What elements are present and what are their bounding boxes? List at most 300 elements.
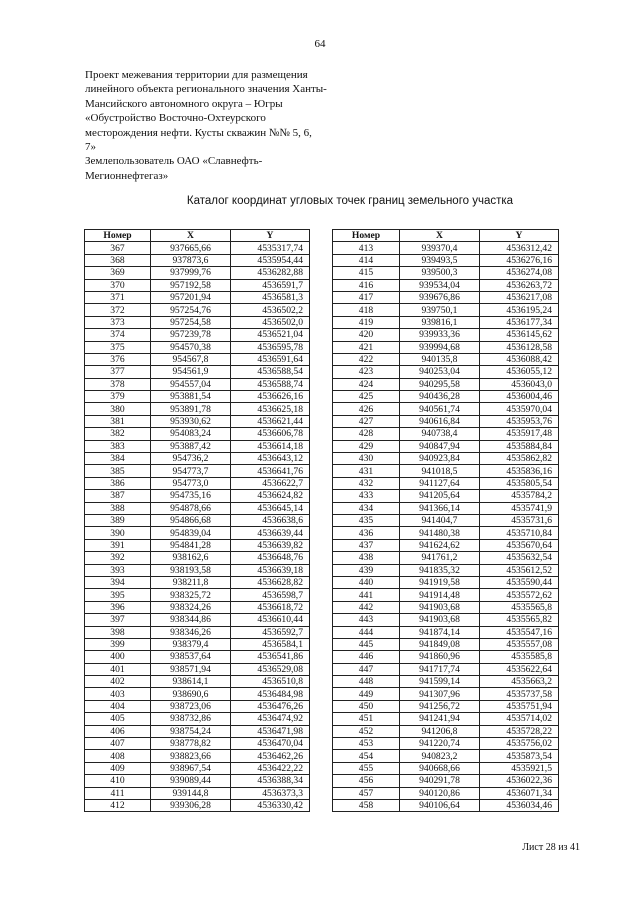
x-coordinate-cell: 953930,62	[151, 415, 231, 427]
y-coordinate-cell: 4536639,82	[231, 539, 310, 551]
column-header-x: X	[400, 230, 480, 242]
table-row	[85, 725, 310, 737]
table-row	[333, 738, 559, 750]
y-coordinate-cell: 4535632,54	[480, 552, 559, 564]
x-coordinate-cell: 957239,78	[151, 329, 231, 341]
point-number-cell: 457	[333, 787, 400, 799]
x-coordinate-cell: 954839,04	[151, 527, 231, 539]
table-row	[85, 775, 310, 787]
table-row	[85, 453, 310, 465]
y-coordinate-cell: 4535622,64	[480, 663, 559, 675]
x-coordinate-cell: 940135,8	[400, 353, 480, 365]
point-number-cell: 437	[333, 539, 400, 551]
table-row	[333, 787, 559, 799]
x-coordinate-cell: 939306,28	[151, 799, 231, 811]
x-coordinate-cell: 938754,24	[151, 725, 231, 737]
point-number-cell: 444	[333, 626, 400, 638]
y-coordinate-cell: 4535663,2	[480, 676, 559, 688]
y-coordinate-cell: 4535714,02	[480, 713, 559, 725]
table-body-left	[85, 242, 310, 812]
point-number-cell: 394	[85, 576, 151, 588]
page-number: 64	[314, 38, 326, 50]
y-coordinate-cell: 4535590,44	[480, 576, 559, 588]
point-number-cell: 442	[333, 601, 400, 613]
y-coordinate-cell: 4536639,18	[231, 564, 310, 576]
table-row	[333, 799, 559, 811]
y-coordinate-cell: 4536621,44	[231, 415, 310, 427]
y-coordinate-cell: 4536470,04	[231, 738, 310, 750]
point-number-cell: 453	[333, 738, 400, 750]
point-number-cell: 377	[85, 366, 151, 378]
point-number-cell: 405	[85, 713, 151, 725]
x-coordinate-cell: 954773,0	[151, 477, 231, 489]
y-coordinate-cell: 4536626,16	[231, 391, 310, 403]
x-coordinate-cell: 941903,68	[400, 614, 480, 626]
point-number-cell: 443	[333, 614, 400, 626]
header-line: месторождения нефти. Кусты скважин №№ 5, 6,	[85, 126, 312, 139]
point-number-cell: 375	[85, 341, 151, 353]
point-number-cell: 433	[333, 490, 400, 502]
point-number-cell: 425	[333, 391, 400, 403]
point-number-cell: 408	[85, 750, 151, 762]
table-row	[333, 329, 559, 341]
point-number-cell: 384	[85, 453, 151, 465]
point-number-cell: 385	[85, 465, 151, 477]
y-coordinate-cell: 4536177,34	[480, 316, 559, 328]
y-coordinate-cell: 4536502,2	[231, 304, 310, 316]
point-number-cell: 432	[333, 477, 400, 489]
y-coordinate-cell: 4536476,26	[231, 700, 310, 712]
x-coordinate-cell: 938379,4	[151, 638, 231, 650]
y-coordinate-cell: 4536622,7	[231, 477, 310, 489]
y-coordinate-cell: 4536312,42	[480, 242, 559, 254]
point-number-cell: 373	[85, 316, 151, 328]
table-row	[85, 576, 310, 588]
x-coordinate-cell: 938162,6	[151, 552, 231, 564]
point-number-cell: 429	[333, 440, 400, 452]
y-coordinate-cell: 4535756,02	[480, 738, 559, 750]
point-number-cell: 404	[85, 700, 151, 712]
table-row	[85, 688, 310, 700]
x-coordinate-cell: 954570,38	[151, 341, 231, 353]
point-number-cell: 446	[333, 651, 400, 663]
point-number-cell: 449	[333, 688, 400, 700]
table-row	[333, 576, 559, 588]
x-coordinate-cell: 941206,8	[400, 725, 480, 737]
point-number-cell: 389	[85, 514, 151, 526]
table-row	[333, 527, 559, 539]
point-number-cell: 403	[85, 688, 151, 700]
table-row	[333, 688, 559, 700]
table-row	[85, 514, 310, 526]
y-coordinate-cell: 4535565,8	[480, 601, 559, 613]
table-header-row	[333, 230, 559, 242]
point-number-cell: 392	[85, 552, 151, 564]
table-row	[85, 378, 310, 390]
table-row	[333, 552, 559, 564]
y-coordinate-cell: 4536592,7	[231, 626, 310, 638]
x-coordinate-cell: 938732,86	[151, 713, 231, 725]
table-row	[85, 415, 310, 427]
y-coordinate-cell: 4536022,36	[480, 775, 559, 787]
column-header-number: Номер	[333, 230, 400, 242]
y-coordinate-cell: 4535836,16	[480, 465, 559, 477]
x-coordinate-cell: 941220,74	[400, 738, 480, 750]
table-header-row	[85, 230, 310, 242]
table-row	[333, 453, 559, 465]
y-coordinate-cell: 4535784,2	[480, 490, 559, 502]
x-coordinate-cell: 940120,86	[400, 787, 480, 799]
table-row	[85, 279, 310, 291]
table-row	[333, 626, 559, 638]
table-row	[85, 291, 310, 303]
x-coordinate-cell: 941480,38	[400, 527, 480, 539]
point-number-cell: 406	[85, 725, 151, 737]
column-header-y: Y	[231, 230, 310, 242]
x-coordinate-cell: 957254,58	[151, 316, 231, 328]
y-coordinate-cell: 4535741,9	[480, 502, 559, 514]
y-coordinate-cell: 4536614,18	[231, 440, 310, 452]
y-coordinate-cell: 4536462,26	[231, 750, 310, 762]
point-number-cell: 376	[85, 353, 151, 365]
x-coordinate-cell: 938211,8	[151, 576, 231, 588]
y-coordinate-cell: 4535728,22	[480, 725, 559, 737]
y-coordinate-cell: 4536521,04	[231, 329, 310, 341]
x-coordinate-cell: 954866,68	[151, 514, 231, 526]
table-row	[85, 242, 310, 254]
table-row	[333, 638, 559, 650]
y-coordinate-cell: 4535970,04	[480, 403, 559, 415]
y-coordinate-cell: 4536584,1	[231, 638, 310, 650]
y-coordinate-cell: 4535317,74	[231, 242, 310, 254]
point-number-cell: 372	[85, 304, 151, 316]
y-coordinate-cell: 4536645,14	[231, 502, 310, 514]
point-number-cell: 416	[333, 279, 400, 291]
point-number-cell: 419	[333, 316, 400, 328]
table-row	[85, 267, 310, 279]
y-coordinate-cell: 4536055,12	[480, 366, 559, 378]
x-coordinate-cell: 938537,64	[151, 651, 231, 663]
table-row	[333, 254, 559, 266]
y-coordinate-cell: 4536598,7	[231, 589, 310, 601]
x-coordinate-cell: 954567,8	[151, 353, 231, 365]
point-number-cell: 399	[85, 638, 151, 650]
point-number-cell: 454	[333, 750, 400, 762]
column-header-y: Y	[480, 230, 559, 242]
x-coordinate-cell: 941849,08	[400, 638, 480, 650]
x-coordinate-cell: 954561,9	[151, 366, 231, 378]
y-coordinate-cell: 4536610,44	[231, 614, 310, 626]
y-coordinate-cell: 4536624,82	[231, 490, 310, 502]
table-row	[333, 242, 559, 254]
table-row	[333, 589, 559, 601]
table-row	[85, 589, 310, 601]
point-number-cell: 439	[333, 564, 400, 576]
table-row	[85, 552, 310, 564]
table-row	[333, 267, 559, 279]
table-row	[333, 415, 559, 427]
table-row	[333, 601, 559, 613]
point-number-cell: 396	[85, 601, 151, 613]
x-coordinate-cell: 939089,44	[151, 775, 231, 787]
table-row	[333, 762, 559, 774]
table-row	[85, 329, 310, 341]
point-number-cell: 412	[85, 799, 151, 811]
table-row	[333, 366, 559, 378]
table-row	[85, 713, 310, 725]
x-coordinate-cell: 939933,36	[400, 329, 480, 341]
table-row	[85, 539, 310, 551]
x-coordinate-cell: 941256,72	[400, 700, 480, 712]
document-header	[85, 68, 375, 183]
x-coordinate-cell: 941018,5	[400, 465, 480, 477]
point-number-cell: 387	[85, 490, 151, 502]
table-row	[333, 279, 559, 291]
table-row	[85, 440, 310, 452]
point-number-cell: 388	[85, 502, 151, 514]
x-coordinate-cell: 939500,3	[400, 267, 480, 279]
header-line: Мегионнефтегаз»	[85, 169, 169, 182]
y-coordinate-cell: 4535953,76	[480, 415, 559, 427]
x-coordinate-cell: 954083,24	[151, 428, 231, 440]
x-coordinate-cell: 940847,94	[400, 440, 480, 452]
point-number-cell: 435	[333, 514, 400, 526]
x-coordinate-cell: 953891,78	[151, 403, 231, 415]
table-row	[85, 676, 310, 688]
x-coordinate-cell: 954878,66	[151, 502, 231, 514]
table-row	[333, 428, 559, 440]
table-row	[85, 651, 310, 663]
x-coordinate-cell: 939144,8	[151, 787, 231, 799]
coordinates-table-left	[84, 229, 310, 812]
table-row	[333, 725, 559, 737]
y-coordinate-cell: 4536071,34	[480, 787, 559, 799]
x-coordinate-cell: 940295,58	[400, 378, 480, 390]
point-number-cell: 410	[85, 775, 151, 787]
point-number-cell: 368	[85, 254, 151, 266]
point-number-cell: 409	[85, 762, 151, 774]
y-coordinate-cell: 4535710,84	[480, 527, 559, 539]
coordinates-table-right	[332, 229, 559, 812]
y-coordinate-cell: 4536595,78	[231, 341, 310, 353]
point-number-cell: 395	[85, 589, 151, 601]
y-coordinate-cell: 4536422,22	[231, 762, 310, 774]
table-row	[85, 799, 310, 811]
point-number-cell: 383	[85, 440, 151, 452]
table-row	[333, 477, 559, 489]
table-row	[85, 601, 310, 613]
y-coordinate-cell: 4536484,98	[231, 688, 310, 700]
x-coordinate-cell: 937873,6	[151, 254, 231, 266]
x-coordinate-cell: 957192,58	[151, 279, 231, 291]
x-coordinate-cell: 940738,4	[400, 428, 480, 440]
x-coordinate-cell: 941874,14	[400, 626, 480, 638]
x-coordinate-cell: 938344,86	[151, 614, 231, 626]
point-number-cell: 381	[85, 415, 151, 427]
point-number-cell: 402	[85, 676, 151, 688]
x-coordinate-cell: 940923,84	[400, 453, 480, 465]
x-coordinate-cell: 938193,58	[151, 564, 231, 576]
x-coordinate-cell: 941860,96	[400, 651, 480, 663]
y-coordinate-cell: 4535731,6	[480, 514, 559, 526]
point-number-cell: 411	[85, 787, 151, 799]
table-row	[333, 316, 559, 328]
y-coordinate-cell: 4535585,8	[480, 651, 559, 663]
point-number-cell: 417	[333, 291, 400, 303]
column-header-number: Номер	[85, 230, 151, 242]
x-coordinate-cell: 938571,94	[151, 663, 231, 675]
header-line: Мансийского автономного округа – Югры	[85, 97, 283, 110]
x-coordinate-cell: 940436,28	[400, 391, 480, 403]
point-number-cell: 438	[333, 552, 400, 564]
table-row	[333, 663, 559, 675]
table-row	[333, 651, 559, 663]
table-row	[333, 514, 559, 526]
table-row	[333, 539, 559, 551]
point-number-cell: 448	[333, 676, 400, 688]
table-row	[333, 676, 559, 688]
point-number-cell: 379	[85, 391, 151, 403]
point-number-cell: 424	[333, 378, 400, 390]
x-coordinate-cell: 941914,48	[400, 589, 480, 601]
y-coordinate-cell: 4536128,58	[480, 341, 559, 353]
x-coordinate-cell: 938324,26	[151, 601, 231, 613]
table-row	[85, 787, 310, 799]
y-coordinate-cell: 4535884,84	[480, 440, 559, 452]
table-row	[333, 750, 559, 762]
y-coordinate-cell: 4535917,48	[480, 428, 559, 440]
x-coordinate-cell: 941404,7	[400, 514, 480, 526]
table-row	[333, 700, 559, 712]
point-number-cell: 431	[333, 465, 400, 477]
header-line: 7»	[85, 141, 96, 154]
x-coordinate-cell: 940668,66	[400, 762, 480, 774]
x-coordinate-cell: 938778,82	[151, 738, 231, 750]
x-coordinate-cell: 941717,74	[400, 663, 480, 675]
point-number-cell: 374	[85, 329, 151, 341]
y-coordinate-cell: 4535873,54	[480, 750, 559, 762]
point-number-cell: 369	[85, 267, 151, 279]
point-number-cell: 400	[85, 651, 151, 663]
x-coordinate-cell: 941205,64	[400, 490, 480, 502]
y-coordinate-cell: 4536263,72	[480, 279, 559, 291]
x-coordinate-cell: 937999,76	[151, 267, 231, 279]
column-header-x: X	[151, 230, 231, 242]
point-number-cell: 380	[85, 403, 151, 415]
y-coordinate-cell: 4535921,5	[480, 762, 559, 774]
x-coordinate-cell: 940106,64	[400, 799, 480, 811]
x-coordinate-cell: 954841,28	[151, 539, 231, 551]
point-number-cell: 390	[85, 527, 151, 539]
y-coordinate-cell: 4536639,44	[231, 527, 310, 539]
y-coordinate-cell: 4536388,34	[231, 775, 310, 787]
point-number-cell: 423	[333, 366, 400, 378]
point-number-cell: 456	[333, 775, 400, 787]
point-number-cell: 386	[85, 477, 151, 489]
y-coordinate-cell: 4535954,44	[231, 254, 310, 266]
table-row	[85, 527, 310, 539]
x-coordinate-cell: 954735,16	[151, 490, 231, 502]
x-coordinate-cell: 954557,04	[151, 378, 231, 390]
x-coordinate-cell: 938723,06	[151, 700, 231, 712]
x-coordinate-cell: 941366,14	[400, 502, 480, 514]
table-row	[333, 403, 559, 415]
y-coordinate-cell: 4536625,18	[231, 403, 310, 415]
y-coordinate-cell: 4536591,7	[231, 279, 310, 291]
header-line: Проект межевания территории для размещения	[85, 69, 308, 81]
x-coordinate-cell: 939370,4	[400, 242, 480, 254]
x-coordinate-cell: 941241,94	[400, 713, 480, 725]
point-number-cell: 441	[333, 589, 400, 601]
header-line: Землепользователь ОАО «Славнефть-	[85, 155, 263, 168]
point-number-cell: 445	[333, 638, 400, 650]
y-coordinate-cell: 4536474,92	[231, 713, 310, 725]
y-coordinate-cell: 4536088,42	[480, 353, 559, 365]
table-row	[85, 626, 310, 638]
y-coordinate-cell: 4536529,08	[231, 663, 310, 675]
x-coordinate-cell: 940561,74	[400, 403, 480, 415]
point-number-cell: 426	[333, 403, 400, 415]
y-coordinate-cell: 4536217,08	[480, 291, 559, 303]
table-row	[85, 353, 310, 365]
point-number-cell: 415	[333, 267, 400, 279]
y-coordinate-cell: 4536043,0	[480, 378, 559, 390]
x-coordinate-cell: 939676,86	[400, 291, 480, 303]
x-coordinate-cell: 939994,68	[400, 341, 480, 353]
x-coordinate-cell: 939534,04	[400, 279, 480, 291]
table-row	[85, 316, 310, 328]
y-coordinate-cell: 4535862,82	[480, 453, 559, 465]
y-coordinate-cell: 4536588,74	[231, 378, 310, 390]
point-number-cell: 428	[333, 428, 400, 440]
y-coordinate-cell: 4536541,86	[231, 651, 310, 663]
point-number-cell: 440	[333, 576, 400, 588]
y-coordinate-cell: 4535565,82	[480, 614, 559, 626]
table-body-right	[333, 242, 559, 812]
x-coordinate-cell: 938614,1	[151, 676, 231, 688]
y-coordinate-cell: 4536638,6	[231, 514, 310, 526]
y-coordinate-cell: 4535547,16	[480, 626, 559, 638]
x-coordinate-cell: 938690,6	[151, 688, 231, 700]
x-coordinate-cell: 941624,62	[400, 539, 480, 551]
table-row	[85, 762, 310, 774]
point-number-cell: 421	[333, 341, 400, 353]
point-number-cell: 458	[333, 799, 400, 811]
table-row	[85, 477, 310, 489]
table-row	[333, 564, 559, 576]
y-coordinate-cell: 4536282,88	[231, 267, 310, 279]
x-coordinate-cell: 941903,68	[400, 601, 480, 613]
point-number-cell: 420	[333, 329, 400, 341]
x-coordinate-cell: 940291,78	[400, 775, 480, 787]
catalog-title: Каталог координат угловых точек границ земельного участка	[186, 195, 514, 207]
table-row	[85, 663, 310, 675]
y-coordinate-cell: 4535751,94	[480, 700, 559, 712]
point-number-cell: 418	[333, 304, 400, 316]
x-coordinate-cell: 954736,2	[151, 453, 231, 465]
x-coordinate-cell: 953887,42	[151, 440, 231, 452]
table-row	[333, 502, 559, 514]
y-coordinate-cell: 4536641,76	[231, 465, 310, 477]
table-row	[333, 291, 559, 303]
x-coordinate-cell: 954773,7	[151, 465, 231, 477]
y-coordinate-cell: 4535572,62	[480, 589, 559, 601]
point-number-cell: 401	[85, 663, 151, 675]
y-coordinate-cell: 4536510,8	[231, 676, 310, 688]
table-row	[85, 304, 310, 316]
table-row	[333, 775, 559, 787]
y-coordinate-cell: 4535670,64	[480, 539, 559, 551]
